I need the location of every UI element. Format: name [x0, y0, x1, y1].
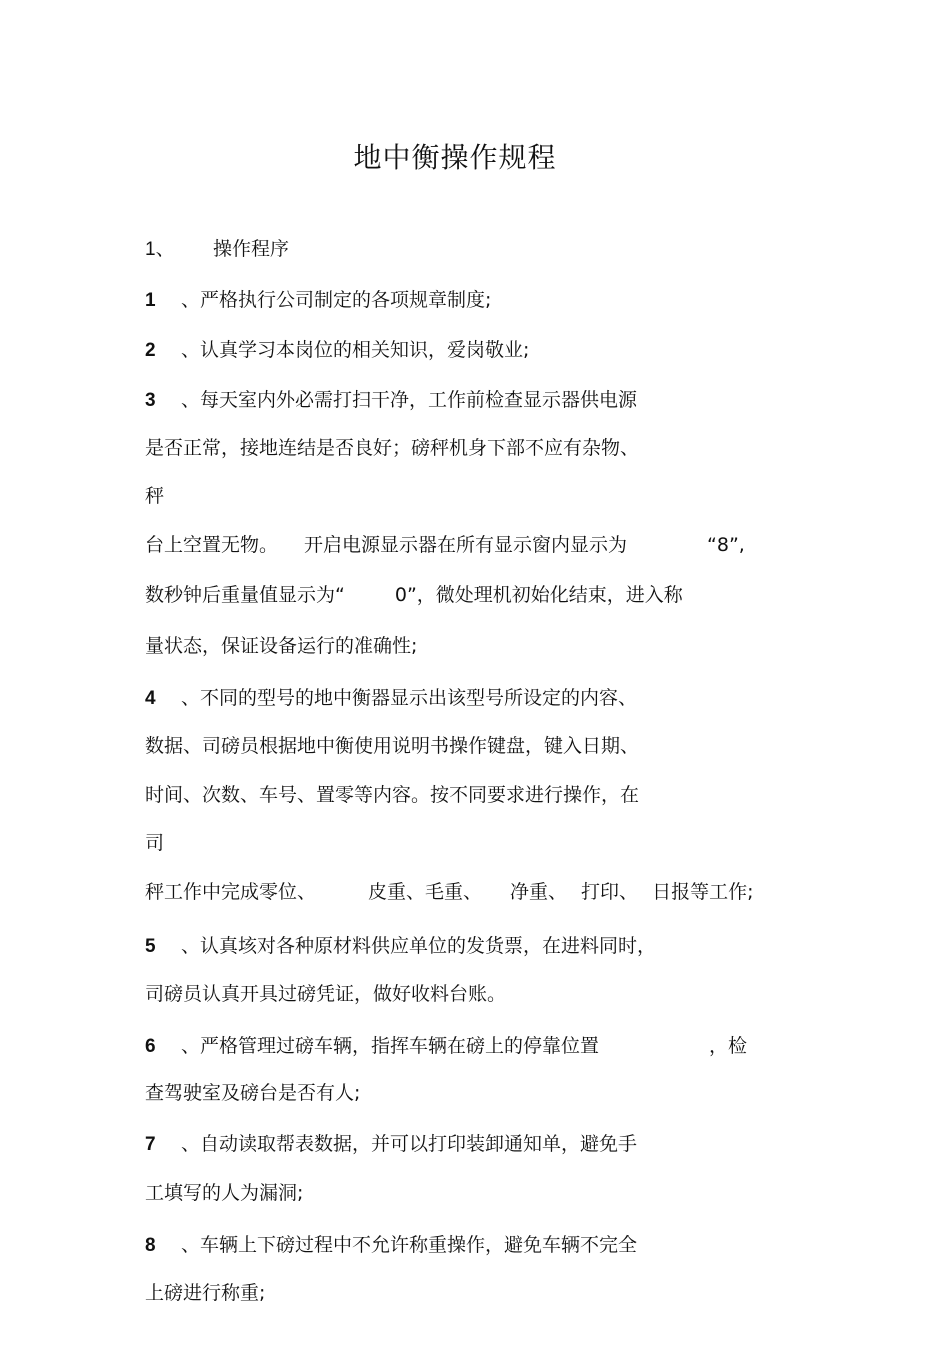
item-3 — [145, 388, 637, 413]
item-number: 3 — [145, 390, 156, 411]
item-1 — [145, 288, 491, 313]
item-4-line-4: 司 — [145, 832, 165, 854]
item-text: 、严格执行公司制定的各项规章制度; — [181, 289, 492, 311]
item-6-line-2: 查驾驶室及磅台是否有人; — [145, 1082, 361, 1104]
item-text: ，检 — [709, 1035, 748, 1057]
item-3-line-2: 是否正常，接地连结是否良好；磅秤机身下部不应有杂物、 — [145, 437, 640, 459]
item-7 — [145, 1132, 637, 1157]
item-number: 6 — [145, 1036, 156, 1057]
item-text: 开启电源显示器在所有显示窗内显示为 — [304, 534, 628, 556]
item-number: 4 — [145, 688, 156, 709]
item-text: 打印、 — [581, 881, 639, 903]
item-text: 台上空置无物。 — [145, 534, 279, 556]
item-2 — [145, 338, 529, 363]
item-number: 5 — [145, 936, 156, 957]
item-text: 、严格管理过磅车辆，指挥车辆在磅上的停靠位置 — [181, 1035, 600, 1057]
item-number: 8 — [145, 1235, 156, 1256]
item-text: 、认真学习本岗位的相关知识，爱岗敬业; — [181, 339, 530, 361]
item-number: 7 — [145, 1134, 156, 1155]
item-8-line-2: 上磅进行称重; — [145, 1282, 266, 1304]
section-label: 操作程序 — [213, 238, 290, 260]
item-text: 、不同的型号的地中衡器显示出该型号所设定的内容、 — [181, 687, 638, 709]
item-5 — [145, 934, 656, 959]
item-text: 、车辆上下磅过程中不允许称重操作，避免车辆不完全 — [181, 1234, 638, 1256]
item-number: 2 — [145, 340, 156, 361]
item-text: 0”，微处理机初始化结束，进入称 — [394, 584, 683, 606]
item-number: 1 — [145, 290, 156, 311]
item-text: 日报等工作; — [652, 881, 754, 903]
item-text: 、自动读取帮表数据，并可以打印装卸通知单，避免手 — [181, 1133, 638, 1155]
item-4-line-2: 数据、司磅员根据地中衡使用说明书操作键盘，键入日期、 — [145, 735, 640, 757]
item-5-line-2: 司磅员认真开具过磅凭证，做好收料台账。 — [145, 983, 507, 1005]
item-8 — [145, 1233, 637, 1258]
item-text: “8”, — [707, 534, 745, 556]
item-3-line-4 — [145, 533, 745, 557]
item-text: 、认真垓对各种原材料供应单位的发货票，在进料同时， — [181, 935, 657, 957]
item-4 — [145, 686, 637, 711]
section-heading — [145, 237, 289, 262]
section-number: 1、 — [145, 239, 175, 260]
item-text: 皮重、毛重、 — [368, 881, 483, 903]
item-text: 净重、 — [510, 881, 568, 903]
item-4-line-5 — [145, 880, 753, 904]
item-4-line-3: 时间、次数、车号、置零等内容。按不同要求进行操作，在 — [145, 784, 640, 806]
item-text: 秤工作中完成零位、 — [145, 881, 317, 903]
item-3-line-6: 量状态，保证设备运行的准确性; — [145, 635, 418, 657]
item-text: 、每天室内外必需打扫干净，工作前检查显示器供电源 — [181, 389, 638, 411]
item-3-line-3: 秤 — [145, 485, 165, 507]
item-6 — [145, 1034, 747, 1059]
item-text: 数秒钟后重量值显示为“ — [145, 584, 345, 606]
document-title: 地中衡操作规程 — [353, 141, 557, 174]
item-3-line-5 — [145, 583, 683, 607]
item-7-line-2: 工填写的人为漏洞; — [145, 1182, 304, 1204]
